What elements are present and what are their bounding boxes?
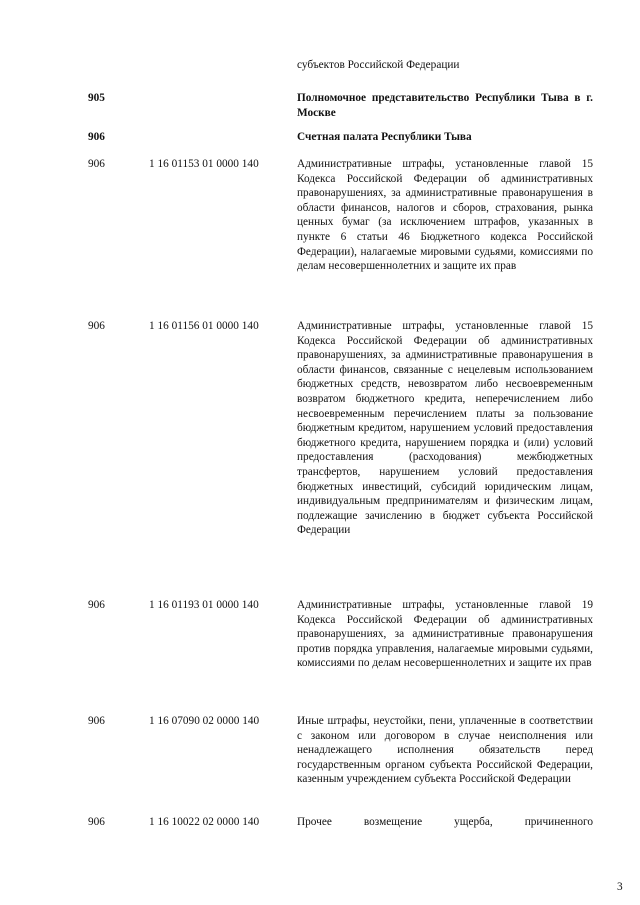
admin-code: 906 [88,599,105,611]
continuation-text: субъектов Российской Федерации [297,59,460,71]
revenue-code: 1 16 07090 02 0000 140 [149,715,260,727]
revenue-name: Прочее возмещение ущерба, причиненного [297,816,593,828]
page-number: 3 [617,881,623,893]
admin-code: 905 [88,92,105,104]
revenue-name: Административные штрафы, установленные главой 15 Кодекса Российской Федерации об административных правонарушениях, за административные правонарушения в области финансов, связанные с нецелевым использованием бюджетных средств, невозвратом либо несвоевременным возвратом бюджетного кредита, неперечислением либо несвоевременным перечислением платы за пользование бюджетным кредитом, нарушением условий предоставления бюджетного кредита, нарушением порядка и (или) условий предоставления (расходования) межбюджетных трансфертов, нарушением условий предоставления бюджетных инвестиций, субсидий юридическим лицам, индивидуальным предпринимателям и физическим лицам, подлежащие зачислению в бюджет субъекта Российской Федерации [297,320,593,537]
revenue-code: 1 16 01193 01 0000 140 [149,599,259,611]
revenue-code: 1 16 01156 01 0000 140 [149,320,259,332]
admin-code: 906 [88,320,105,332]
admin-code: 906 [88,158,105,170]
admin-code: 906 [88,715,105,727]
revenue-code: 1 16 10022 02 0000 140 [149,816,260,828]
revenue-name: Иные штрафы, неустойки, пени, уплаченные в соответствии с законом или договором в случае неисполнения или ненадлежащего исполнения обязательств перед государственным органом субъекта Российской Федерации, казенным учреждением субъекта Российской Федерации [297,715,593,786]
admin-code: 906 [88,131,105,143]
admin-code: 906 [88,816,105,828]
revenue-name: Полномочное представительство Республики Тыва в г. Москве [297,92,593,119]
revenue-name: Административные штрафы, установленные главой 19 Кодекса Российской Федерации об административных правонарушениях, за административные правонарушения против порядка управления, налагаемые мировыми судьями, комиссиями по делам несовершеннолетних и защите их прав [297,599,593,670]
revenue-name: Счетная палата Республики Тыва [297,131,472,143]
revenue-code: 1 16 01153 01 0000 140 [149,158,259,170]
revenue-name: Административные штрафы, установленные главой 15 Кодекса Российской Федерации об административных правонарушениях, за административные правонарушения в области финансов, налогов и сборов, страхования, рынка ценных бумаг (за исключением штрафов, указанных в пункте 6 статьи 46 Бюджетного кодекса Российской Федерации), налагаемые мировыми судьями, комиссиями по делам несовершеннолетних и защите их прав [297,158,593,273]
